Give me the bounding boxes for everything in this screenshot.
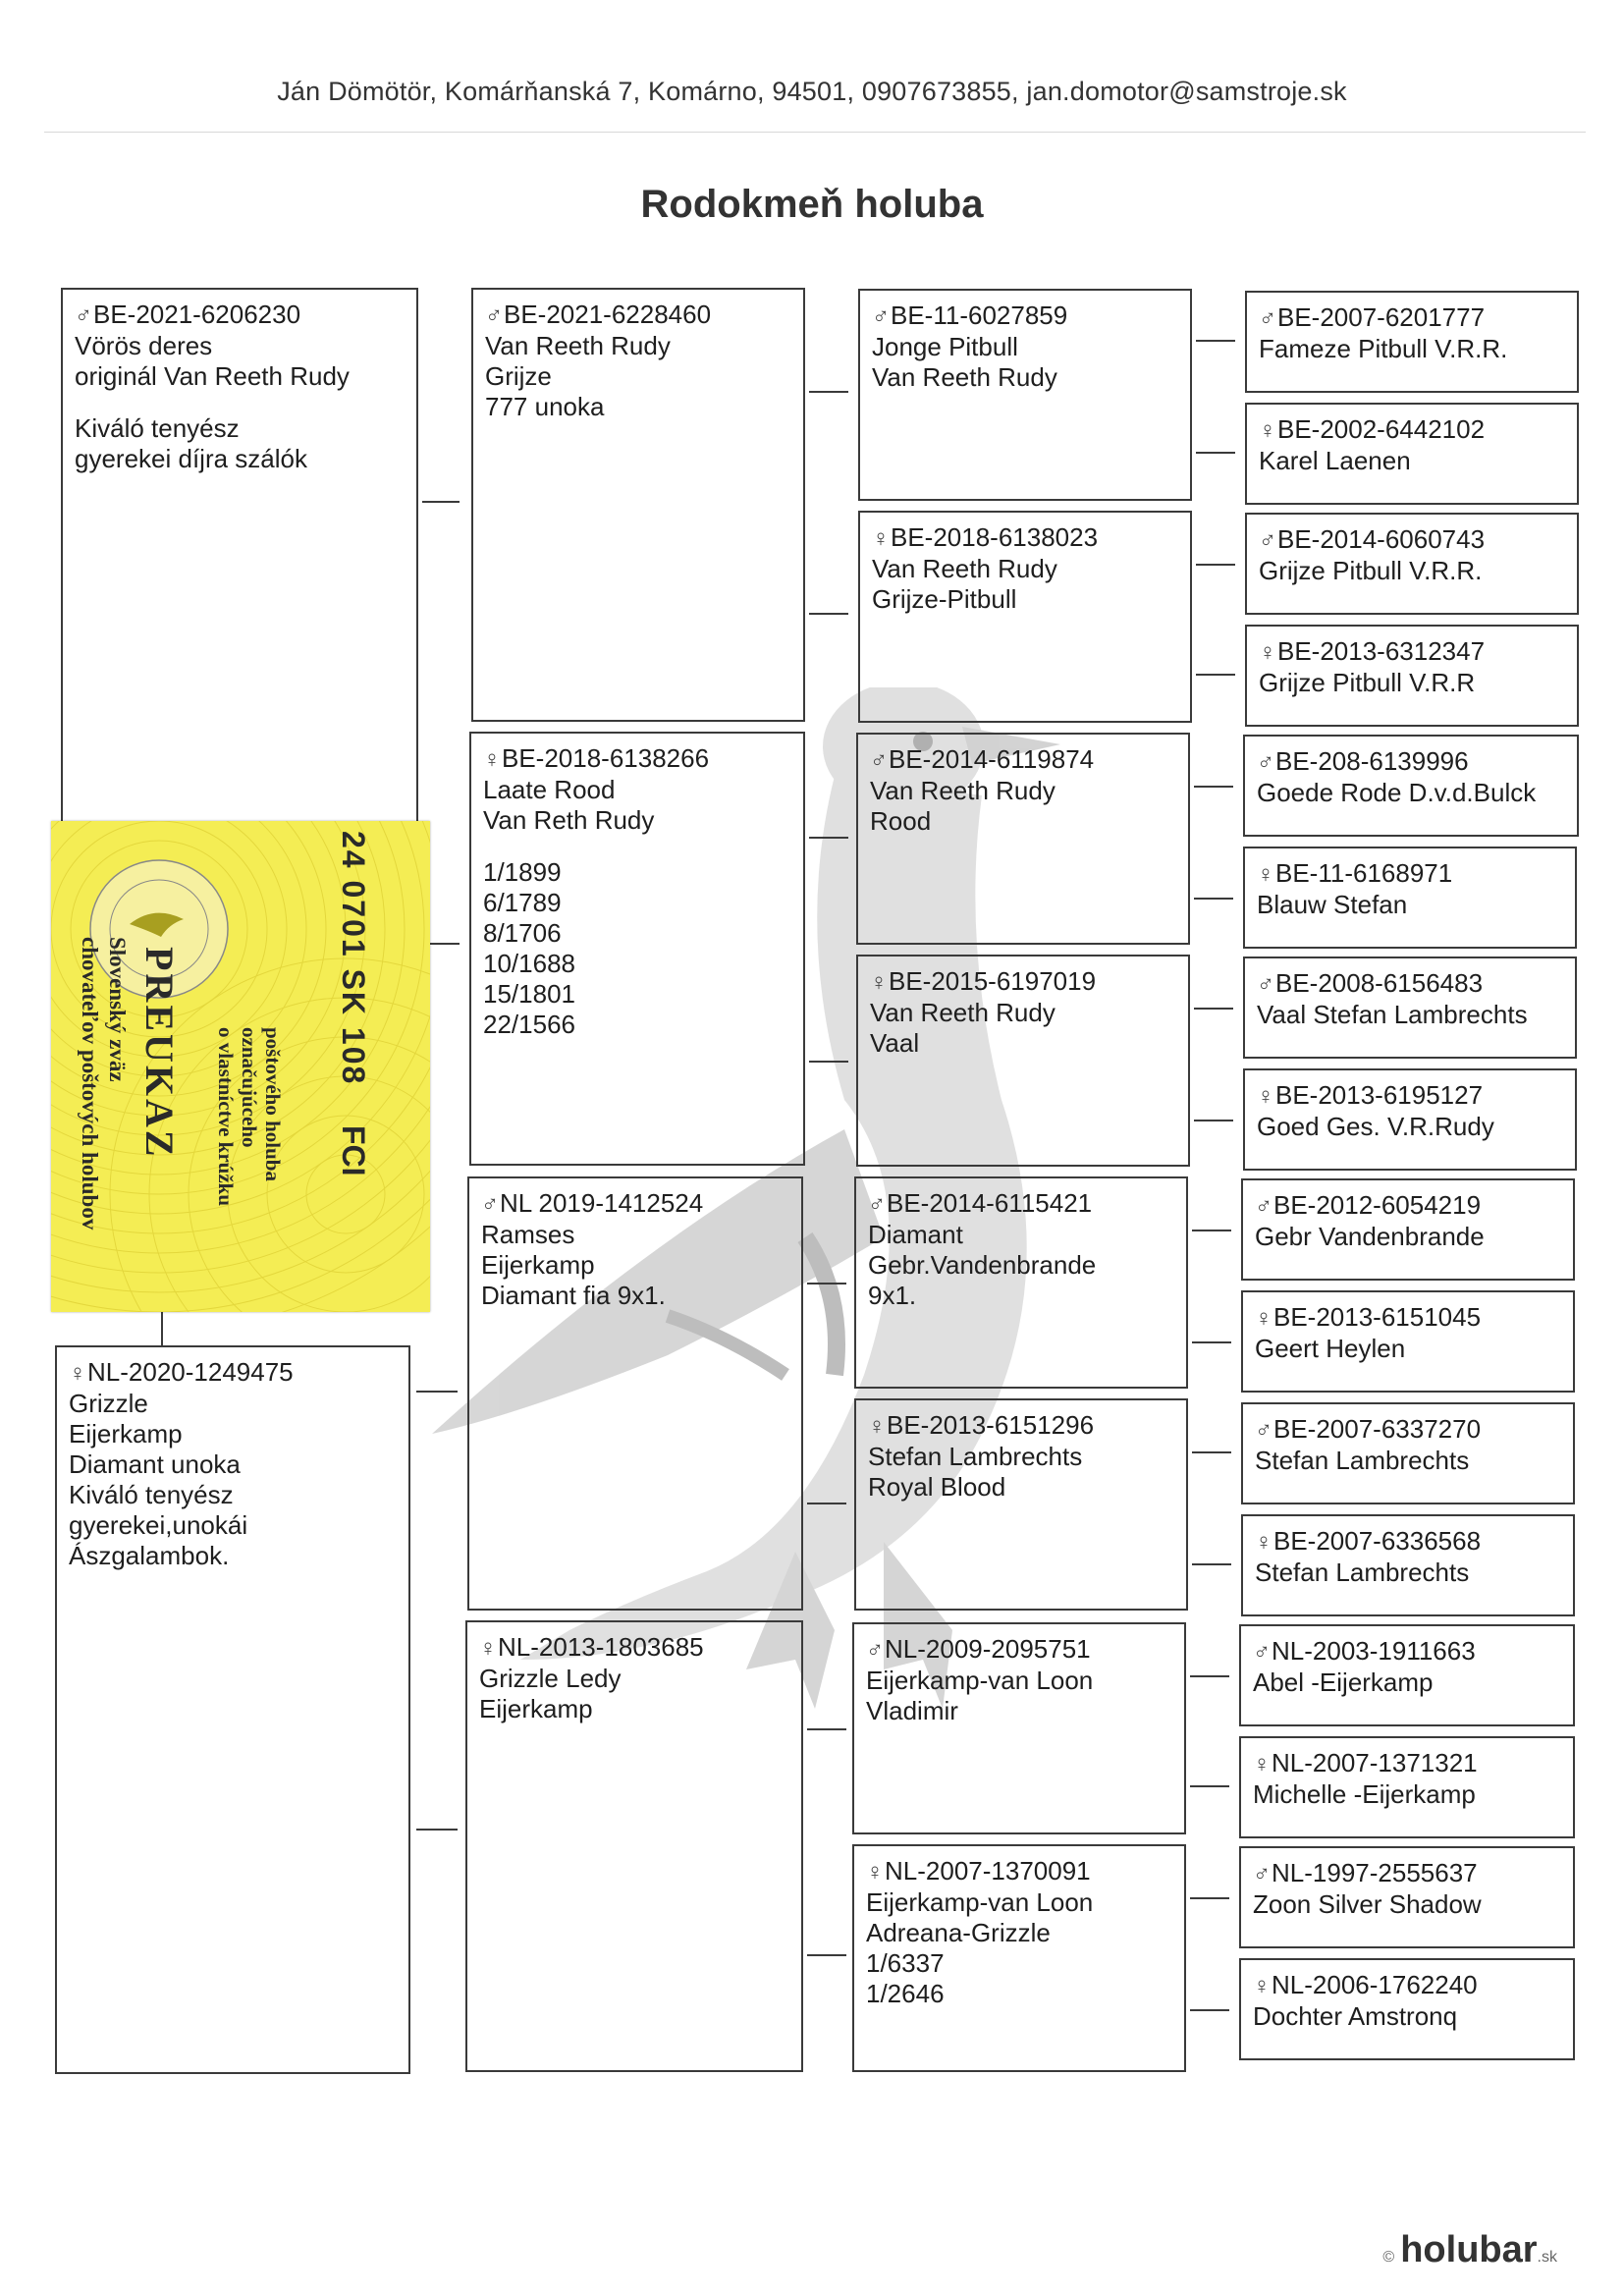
ring-number: BE-2007-6336568 xyxy=(1273,1526,1482,1556)
ring-number: BE-2018-6138266 xyxy=(502,743,710,773)
description: 9x1. xyxy=(868,1281,917,1310)
male-symbol: ♂ xyxy=(485,302,503,329)
great-grandparent-box xyxy=(1245,625,1579,727)
ring-number: BE-2014-6060743 xyxy=(1277,524,1486,554)
name: Grijze Pitbull V.R.R. xyxy=(1259,556,1483,585)
description: Jonge Pitbull xyxy=(872,332,1018,361)
name: Goede Rode D.v.d.Bulck xyxy=(1257,778,1537,807)
ring-number: BE-11-6027859 xyxy=(891,301,1068,330)
male-symbol: ♂ xyxy=(870,747,888,774)
name: Stefan Lambrechts xyxy=(1255,1446,1470,1475)
connector-line xyxy=(1196,452,1235,454)
ring-number: BE-2007-6201777 xyxy=(1277,302,1486,332)
grandparent-box xyxy=(852,1622,1186,1834)
great-grandparent-box xyxy=(1245,291,1579,393)
name: Zoon Silver Shadow xyxy=(1253,1889,1482,1919)
description: Kiváló tenyész xyxy=(69,1480,234,1509)
description: Van Reeth Rudy xyxy=(872,554,1057,583)
name: Blauw Stefan xyxy=(1257,890,1408,919)
result: 1/1899 xyxy=(483,857,562,887)
description: Vörös deres xyxy=(75,331,213,360)
ring-number: BE-2008-6156483 xyxy=(1275,968,1484,998)
ring-number: BE-2018-6138023 xyxy=(891,522,1099,552)
great-grandparent-box xyxy=(1241,1290,1575,1393)
connector-line xyxy=(416,1391,458,1393)
ring-number: BE-2013-6195127 xyxy=(1275,1080,1484,1110)
result: 6/1789 xyxy=(483,888,562,917)
ring-number: BE-2021-6228460 xyxy=(504,300,712,329)
name: Michelle -Eijerkamp xyxy=(1253,1779,1476,1809)
connector-line xyxy=(1194,898,1233,900)
name: Abel -Eijerkamp xyxy=(1253,1667,1434,1697)
result: 8/1706 xyxy=(483,918,562,948)
ring-number: BE-2007-6337270 xyxy=(1273,1414,1482,1444)
ring-number: BE-2014-6119874 xyxy=(889,744,1095,774)
card-org-line1: Slovenský zväz xyxy=(105,937,130,1082)
connector-line xyxy=(1192,1563,1231,1565)
male-symbol: ♂ xyxy=(1259,305,1276,332)
ring-number: BE-2012-6054219 xyxy=(1273,1190,1482,1220)
female-symbol: ♀ xyxy=(1253,1973,1271,1999)
description: Eijerkamp xyxy=(69,1419,183,1449)
great-grandparent-box xyxy=(1243,957,1577,1059)
grandparent-box xyxy=(854,1398,1188,1611)
great-grandparent-box xyxy=(1241,1514,1575,1616)
female-symbol: ♀ xyxy=(1255,1529,1272,1556)
connector-line xyxy=(416,1829,458,1831)
male-symbol: ♂ xyxy=(1255,1417,1272,1444)
connector-line xyxy=(807,1954,846,1956)
connector-line xyxy=(1196,340,1235,342)
description: Royal Blood xyxy=(868,1472,1006,1502)
description: Diamant xyxy=(868,1220,963,1249)
connector-line xyxy=(809,613,848,615)
connector-line xyxy=(422,501,460,503)
note: gyerekei díjra szálók xyxy=(75,444,307,473)
great-grandparent-box xyxy=(1243,847,1577,949)
ring-number: NL-2006-1762240 xyxy=(1272,1970,1478,1999)
result: 10/1688 xyxy=(483,949,575,978)
great-grandparent-box xyxy=(1245,513,1579,615)
ring-number: BE-2021-6206230 xyxy=(93,300,301,329)
ring-number: NL-2007-1370091 xyxy=(885,1856,1091,1886)
connector-line xyxy=(161,1312,163,1345)
description: Eijerkamp xyxy=(481,1250,595,1280)
connector-line xyxy=(1192,1451,1231,1453)
ring-number: BE-2002-6442102 xyxy=(1277,414,1486,444)
ring-number: BE-2013-6312347 xyxy=(1277,636,1486,666)
grandparent-box xyxy=(858,289,1192,501)
description: Rood xyxy=(870,806,932,836)
connector-line xyxy=(1196,564,1235,566)
card-org-line2: chovateľov poštových holubov xyxy=(78,937,102,1230)
description: Diamant fia 9x1. xyxy=(481,1281,666,1310)
ring-number: BE-2013-6151045 xyxy=(1273,1302,1482,1332)
male-symbol: ♂ xyxy=(75,302,92,329)
description: Vladimir xyxy=(866,1696,958,1725)
connector-line xyxy=(1190,1897,1229,1899)
name: Stefan Lambrechts xyxy=(1255,1558,1470,1587)
ring-number: BE-2014-6115421 xyxy=(887,1188,1093,1218)
ring-number: BE-208-6139996 xyxy=(1275,746,1469,776)
page-title: Rodokmeň holuba xyxy=(640,183,984,226)
description: Ramses xyxy=(481,1220,575,1249)
female-symbol: ♀ xyxy=(1255,1305,1272,1332)
description: Gebr.Vandenbrande xyxy=(868,1250,1097,1280)
female-symbol: ♀ xyxy=(1257,861,1274,888)
name: Gebr Vandenbrande xyxy=(1255,1222,1485,1251)
female-symbol: ♀ xyxy=(1253,1751,1271,1777)
connector-line xyxy=(1190,1675,1229,1677)
great-grandparent-box xyxy=(1239,1958,1575,2060)
female-symbol: ♀ xyxy=(479,1635,497,1662)
sire-box xyxy=(471,288,805,722)
description: Diamant unoka xyxy=(69,1449,241,1479)
name: Grijze Pitbull V.R.R xyxy=(1259,668,1476,697)
female-symbol: ♀ xyxy=(1257,1083,1274,1110)
male-symbol: ♂ xyxy=(1253,1639,1271,1666)
grandparent-box xyxy=(858,511,1192,723)
result: 1/2646 xyxy=(866,1979,945,2008)
connector-line xyxy=(1194,1120,1233,1121)
grandparent-box xyxy=(854,1176,1188,1389)
great-grandparent-box xyxy=(1241,1402,1575,1504)
grandparent-box xyxy=(852,1844,1186,2072)
name: Karel Laenen xyxy=(1259,446,1411,475)
description: Adreana-Grizzle xyxy=(866,1918,1051,1947)
description: Eijerkamp xyxy=(479,1694,593,1723)
ring-number: BE-11-6168971 xyxy=(1275,858,1453,888)
great-grandparent-box xyxy=(1243,1068,1577,1171)
card-number: 24 0701 SK 108 xyxy=(336,831,371,1086)
ring-number: NL-2013-1803685 xyxy=(498,1632,704,1662)
connector-line xyxy=(809,1061,848,1063)
result: 22/1566 xyxy=(483,1010,575,1039)
card-desc-line3: poštového holuba xyxy=(261,1027,285,1181)
connector-line xyxy=(1194,786,1233,788)
description: Eijerkamp-van Loon xyxy=(866,1887,1094,1917)
ring-number: BE-2013-6151296 xyxy=(887,1410,1095,1440)
female-symbol: ♀ xyxy=(483,746,501,773)
brand-logo: holubar xyxy=(1400,2229,1538,2270)
result: 15/1801 xyxy=(483,979,575,1009)
male-symbol: ♂ xyxy=(872,303,890,330)
description: Grijze-Pitbull xyxy=(872,584,1017,614)
female-symbol: ♀ xyxy=(1259,417,1276,444)
male-symbol: ♂ xyxy=(1255,1193,1272,1220)
ring-number: NL-2009-2095751 xyxy=(885,1634,1091,1664)
description: Grizzle Ledy xyxy=(479,1664,622,1693)
header-contact: Ján Dömötör, Komárňanská 7, Komárno, 94501, 0907673855, jan.domotor@samstroje.sk xyxy=(277,77,1347,106)
name: Goed Ges. V.R.Rudy xyxy=(1257,1112,1494,1141)
name: Vaal Stefan Lambrechts xyxy=(1257,1000,1528,1029)
male-symbol: ♂ xyxy=(1257,971,1274,998)
female-symbol: ♀ xyxy=(866,1859,884,1886)
female-symbol: ♀ xyxy=(1259,639,1276,666)
connector-line xyxy=(809,391,848,393)
connector-line xyxy=(1190,1785,1229,1787)
name: Dochter Amstronq xyxy=(1253,2001,1458,2031)
note: Kiváló tenyész xyxy=(75,413,240,443)
ownership-card xyxy=(51,821,430,1312)
connector-line xyxy=(1192,1230,1231,1231)
description: Van Reth Rudy xyxy=(483,805,655,835)
ring-number: BE-2015-6197019 xyxy=(889,966,1097,996)
name: Geert Heylen xyxy=(1255,1334,1406,1363)
dam-box xyxy=(469,732,805,1166)
footer-brand xyxy=(1382,2229,1563,2271)
connector-line xyxy=(1190,2009,1229,2011)
subject-female-box xyxy=(55,1345,410,2074)
description: Van Reeth Rudy xyxy=(870,776,1056,805)
ring-number: NL-2003-1911663 xyxy=(1272,1636,1476,1666)
male-symbol: ♂ xyxy=(866,1637,884,1664)
card-title: PREUKAZ xyxy=(137,947,182,1160)
brand-suffix: .sk xyxy=(1537,2249,1557,2266)
header-divider xyxy=(44,132,1586,133)
great-grandparent-box xyxy=(1239,1736,1575,1838)
sire-box xyxy=(467,1176,803,1611)
connector-line xyxy=(807,1503,846,1504)
female-symbol: ♀ xyxy=(868,1413,886,1440)
dam-box xyxy=(465,1620,803,2072)
card-desc-line2: označujúceho xyxy=(238,1027,261,1148)
description: Laate Rood xyxy=(483,775,616,804)
male-symbol: ♂ xyxy=(1253,1861,1271,1887)
description: Ászgalambok. xyxy=(69,1541,230,1570)
great-grandparent-box xyxy=(1243,735,1579,837)
male-symbol: ♂ xyxy=(868,1191,886,1218)
description: Eijerkamp-van Loon xyxy=(866,1666,1094,1695)
description: Stefan Lambrechts xyxy=(868,1442,1083,1471)
grandparent-box xyxy=(856,733,1190,945)
female-symbol: ♀ xyxy=(870,969,888,996)
ring-number: NL 2019-1412524 xyxy=(500,1188,704,1218)
card-fci-label: FCI xyxy=(336,1125,371,1176)
description: 777 unoka xyxy=(485,392,605,421)
name: Fameze Pitbull V.R.R. xyxy=(1259,334,1508,363)
description: Grizzle xyxy=(69,1389,148,1418)
description: Van Reeth Rudy xyxy=(485,331,671,360)
grandparent-box xyxy=(856,955,1190,1167)
connector-line xyxy=(809,837,848,839)
great-grandparent-box xyxy=(1239,1846,1575,1948)
result: 1/6337 xyxy=(866,1948,945,1978)
connector-line xyxy=(1196,674,1235,676)
description: Van Reeth Rudy xyxy=(872,362,1057,392)
ring-number: NL-2020-1249475 xyxy=(87,1357,294,1387)
description: Van Reeth Rudy xyxy=(870,998,1056,1027)
male-symbol: ♂ xyxy=(1259,527,1276,554)
connector-line xyxy=(807,1728,846,1730)
connector-line xyxy=(807,1283,846,1285)
male-symbol: ♂ xyxy=(481,1191,499,1218)
great-grandparent-box xyxy=(1239,1624,1575,1726)
copyright-symbol: © xyxy=(1382,2249,1395,2266)
female-symbol: ♀ xyxy=(69,1360,86,1387)
ring-number: NL-2007-1371321 xyxy=(1272,1748,1478,1777)
description: originál Van Reeth Rudy xyxy=(75,361,350,391)
connector-line xyxy=(1194,1008,1233,1010)
great-grandparent-box xyxy=(1241,1178,1575,1281)
great-grandparent-box xyxy=(1245,403,1579,505)
description: gyerekei,unokái xyxy=(69,1510,248,1540)
connector-line xyxy=(1192,1341,1231,1343)
ring-number: NL-1997-2555637 xyxy=(1272,1858,1478,1887)
description: Grijze xyxy=(485,361,552,391)
male-symbol: ♂ xyxy=(1257,749,1274,776)
card-desc-line1: o vlastníctve krúžku xyxy=(214,1027,238,1207)
description: Vaal xyxy=(870,1028,920,1058)
female-symbol: ♀ xyxy=(872,525,890,552)
